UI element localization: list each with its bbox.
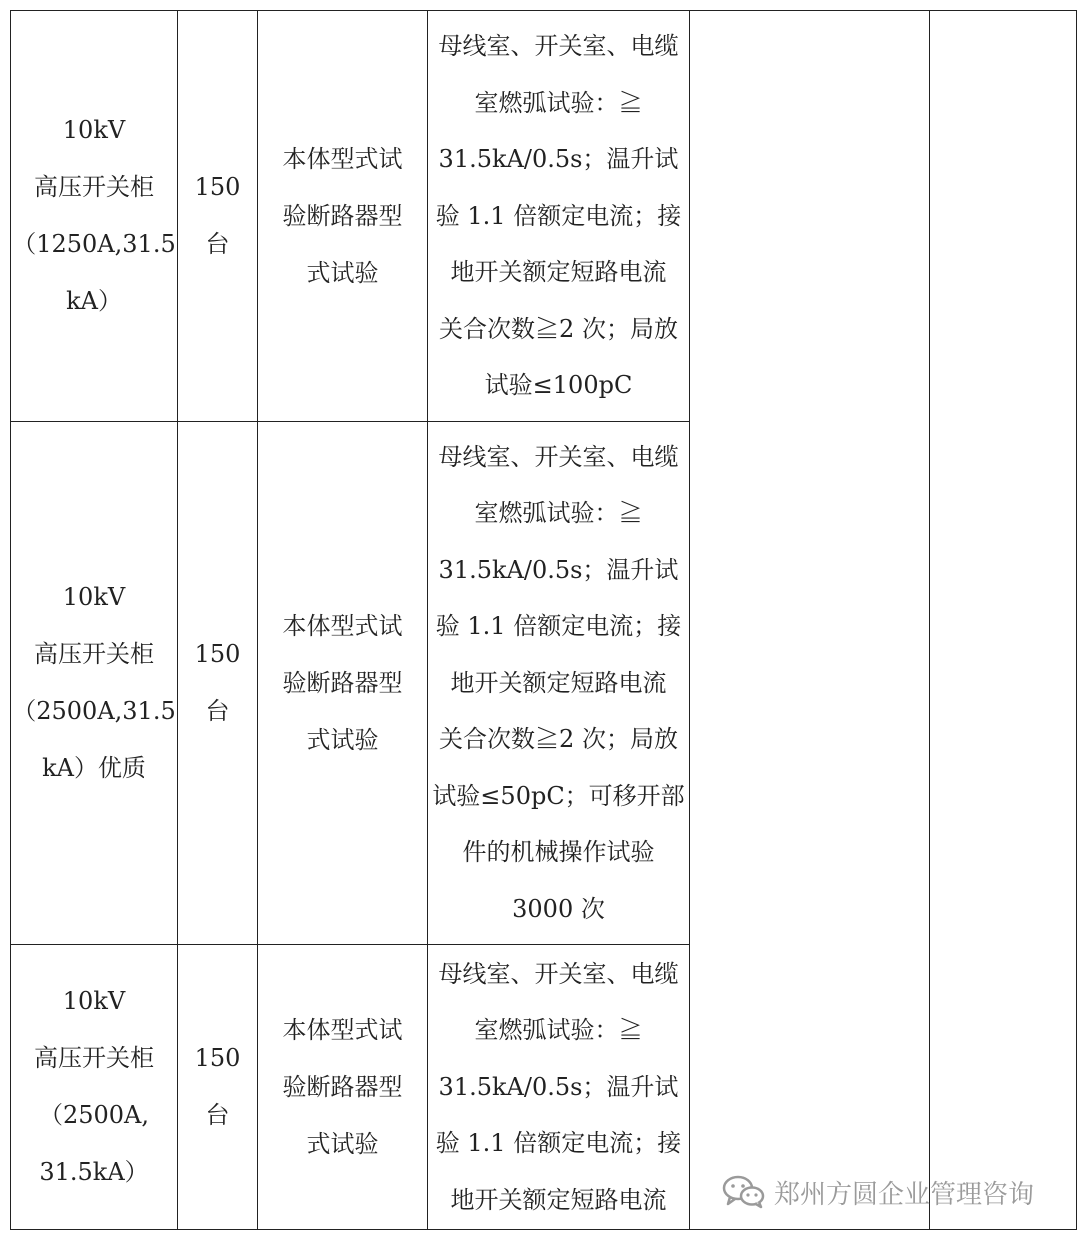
requirement-line: 验 1.1 倍额定电流；接 (435, 612, 682, 641)
product-name-line: （2500A, (38, 1101, 150, 1129)
product-name-cell (11, 11, 178, 422)
requirement-line: 地开关额定短路电流 (450, 1185, 667, 1214)
product-name-line: kA） (66, 287, 122, 315)
test-type-line: 验断路器型 (282, 668, 403, 697)
requirement-line: 验 1.1 倍额定电流；接 (435, 1129, 682, 1158)
requirement-line: 室燃弧试验：≧ (474, 499, 643, 528)
product-name-line: 10kV (62, 583, 126, 611)
requirement-line: 关合次数≧2 次；局放 (439, 725, 678, 754)
table-row (11, 11, 1077, 422)
quantity-unit: 台 (205, 230, 230, 258)
requirement-line: 31.5kA/0.5s；温升试 (438, 145, 679, 174)
requirement-line: 件的机械操作试验 (462, 838, 655, 867)
test-type-cell (258, 11, 428, 422)
test-type-line: 本体型式试 (282, 1015, 403, 1044)
test-type-line: 式试验 (306, 1129, 379, 1158)
requirement-line: 室燃弧试验：≧ (474, 88, 643, 117)
product-name-line: 10kV (62, 116, 126, 144)
test-type-line: 本体型式试 (282, 611, 403, 640)
product-name-line: （2500A,31.5 (12, 697, 176, 725)
watermark-text: 郑州方圆企业管理咨询 (774, 1179, 1035, 1210)
test-type-line: 本体型式试 (282, 144, 403, 173)
test-type-line: 验断路器型 (282, 201, 403, 230)
requirement-line: 试验≤100pC (484, 371, 633, 400)
quantity-cell (178, 945, 258, 1230)
test-type-line: 式试验 (306, 725, 379, 754)
requirement-line: 3000 次 (512, 894, 605, 923)
watermark (722, 1172, 1034, 1212)
requirement-line: 关合次数≧2 次；局放 (439, 314, 678, 343)
requirement-line: 母线室、开关室、电缆 (438, 959, 679, 988)
quantity-value: 150 (194, 173, 241, 201)
product-name-cell (11, 945, 178, 1230)
requirement-line: 验 1.1 倍额定电流；接 (435, 201, 682, 230)
product-name-line: kA）优质 (42, 754, 146, 782)
spec-table (10, 10, 1077, 1230)
quantity-value: 150 (194, 640, 241, 668)
product-name-line: 高压开关柜 (34, 173, 154, 201)
requirement-line: 地开关额定短路电流 (450, 258, 667, 287)
wechat-icon (722, 1174, 766, 1210)
product-name-cell (11, 422, 178, 945)
test-type-line: 验断路器型 (282, 1072, 403, 1101)
quantity-unit: 台 (205, 1101, 230, 1129)
test-requirement-cell (428, 422, 690, 945)
requirement-line: 试验≤50pC；可移开部 (432, 781, 685, 810)
requirement-line: 母线室、开关室、电缆 (438, 442, 679, 471)
empty-merged-cell (690, 11, 930, 1230)
test-type-cell (258, 422, 428, 945)
test-requirement-cell (428, 945, 690, 1230)
requirement-line: 室燃弧试验：≧ (474, 1016, 643, 1045)
product-name-line: （1250A,31.5 (12, 230, 176, 258)
empty-merged-cell (930, 11, 1077, 1230)
quantity-unit: 台 (205, 697, 230, 725)
requirement-line: 31.5kA/0.5s；温升试 (438, 555, 679, 584)
product-name-line: 高压开关柜 (34, 640, 154, 668)
product-name-line: 10kV (62, 987, 126, 1015)
test-requirement-cell (428, 11, 690, 422)
quantity-cell (178, 422, 258, 945)
product-name-line: 31.5kA） (39, 1158, 149, 1186)
requirement-line: 母线室、开关室、电缆 (438, 32, 679, 61)
test-type-line: 式试验 (306, 258, 379, 287)
test-type-cell (258, 945, 428, 1230)
requirement-line: 地开关额定短路电流 (450, 668, 667, 697)
product-name-line: 高压开关柜 (34, 1044, 154, 1072)
quantity-cell (178, 11, 258, 422)
requirement-line: 31.5kA/0.5s；温升试 (438, 1072, 679, 1101)
quantity-value: 150 (194, 1044, 241, 1072)
